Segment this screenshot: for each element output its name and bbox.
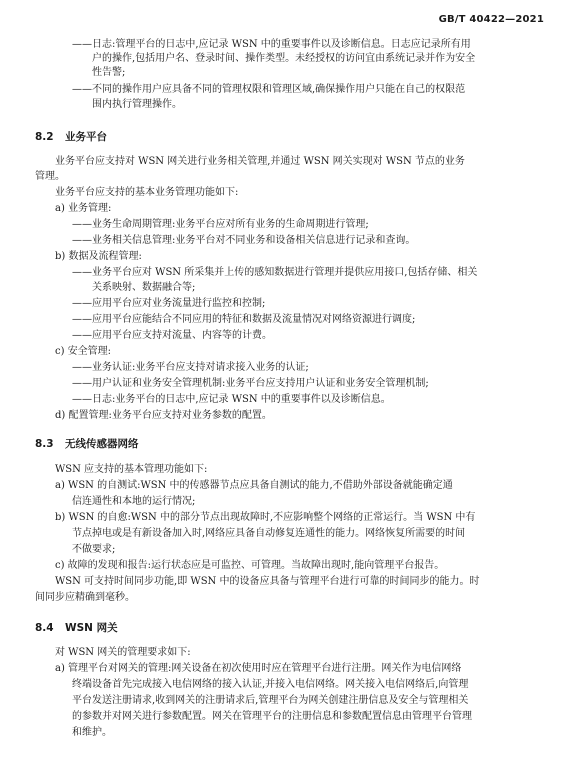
text-line: ——业务认证:业务平台应支持对请求接入业务的认证; xyxy=(72,362,309,373)
text-line: ——日志:管理平台的日志中,应记录 WSN 中的重要事件以及诊断信息。日志应记录所有用 xyxy=(72,39,471,50)
text-line: 业务平台应支持的基本业务管理功能如下: xyxy=(55,187,239,198)
text-line: 节点掉电或是有新设备加入时,网络应具备自动修复连通性的能力。网络恢复所需要的时间 xyxy=(72,528,466,539)
text-line: 围内执行管理操作。 xyxy=(92,99,182,110)
section-heading-8-2 xyxy=(35,129,107,144)
text-line: 间同步应精确到毫秒。 xyxy=(35,592,135,603)
text-line: a) 管理平台对网关的管理:网关设备在初次使用时应在管理平台进行注册。网关作为电信网络 xyxy=(55,663,462,674)
text-line: ——应用平台应支持对流量、内容等的计费。 xyxy=(72,330,272,341)
section-title: WSN 网关 xyxy=(65,622,118,634)
section-title: 无线传感器网络 xyxy=(65,438,139,450)
text-line: ——不同的操作用户应具备不同的管理权限和管理区域,确保操作用户只能在自己的权限范 xyxy=(72,84,466,95)
text-line: ——应用平台应能结合不同应用的特征和数据及流量情况对网络资源进行调度; xyxy=(72,314,416,325)
text-line: 业务平台应支持对 WSN 网关进行业务相关管理,并通过 WSN 网关实现对 WSN 节点的业务 xyxy=(55,156,465,167)
text-line: ——业务平台应对 WSN 所采集并上传的感知数据进行管理并提供应用接口,包括存储、相关 xyxy=(72,267,478,278)
section-heading-8-4 xyxy=(35,620,118,635)
text-line: 性告警; xyxy=(92,67,126,78)
text-line: a) WSN 的自测试:WSN 中的传感器节点应具备自测试的能力,不借助外部设备就能确定通 xyxy=(55,480,453,491)
text-line: 对 WSN 网关的管理要求如下: xyxy=(55,647,191,658)
text-line: 管理。 xyxy=(35,171,65,182)
text-line: 户的操作,包括用户名、登录时间、操作类型。未经授权的访问宜由系统记录并作为安全 xyxy=(92,53,476,64)
text-line: 平台发送注册请求,收到网关的注册请求后,管理平台为网关创建注册信息及安全与管理相关 xyxy=(72,695,469,706)
text-line: 不做要求; xyxy=(72,544,116,555)
section-number: 8.2 xyxy=(35,131,54,143)
section-number: 8.3 xyxy=(35,438,54,450)
text-line: ——业务生命周期管理:业务平台应对所有业务的生命周期进行管理; xyxy=(72,219,369,230)
text-line: ——日志:业务平台的日志中,应记录 WSN 中的重要事件以及诊断信息。 xyxy=(72,394,391,405)
list-item-label: d) 配置管理:业务平台应支持对业务参数的配置。 xyxy=(55,410,272,421)
list-item-label: c) 安全管理: xyxy=(55,346,112,357)
text-line: ——应用平台应对业务流量进行监控和控制; xyxy=(72,298,266,309)
text-line: 的参数并对网关进行参数配置。网关在管理平台的注册信息和参数配置信息由管理平台管理 xyxy=(72,711,472,722)
text-line: c) 故障的发现和报告:运行状态应是可监控、可管理。当故障出现时,能向管理平台报告。 xyxy=(55,560,445,571)
text-line: b) WSN 的自愈:WSN 中的部分节点出现故障时,不应影响整个网络的正常运行。当 WSN 中有 xyxy=(55,512,476,523)
text-line: ——用户认证和业务安全管理机制:业务平台应支持用户认证和业务安全管理机制; xyxy=(72,378,429,389)
text-line: ——业务相关信息管理:业务平台对不同业务和设备相关信息进行记录和查询。 xyxy=(72,235,416,246)
text-line: 信连通性和本地的运行情况; xyxy=(72,496,196,507)
list-item-label: b) 数据及流程管理: xyxy=(55,251,142,262)
text-line: 和维护。 xyxy=(72,727,112,738)
section-number: 8.4 xyxy=(35,622,54,634)
section-heading-8-3 xyxy=(35,436,139,451)
list-item-label: a) 业务管理: xyxy=(55,203,112,214)
text-line: WSN 应支持的基本管理功能如下: xyxy=(55,464,208,475)
text-line: WSN 可支持时间同步功能,即 WSN 中的设备应具备与管理平台进行可靠的时间同步的能力。时 xyxy=(55,576,480,587)
text-line: 终端设备首先完成接入电信网络的接入认证,并接入电信网络。网关接入电信网络后,向管理 xyxy=(72,679,469,690)
text-line: 关系映射、数据融合等; xyxy=(92,282,196,293)
section-title: 业务平台 xyxy=(65,131,107,143)
document-code: GB/T 40422—2021 xyxy=(438,14,544,25)
